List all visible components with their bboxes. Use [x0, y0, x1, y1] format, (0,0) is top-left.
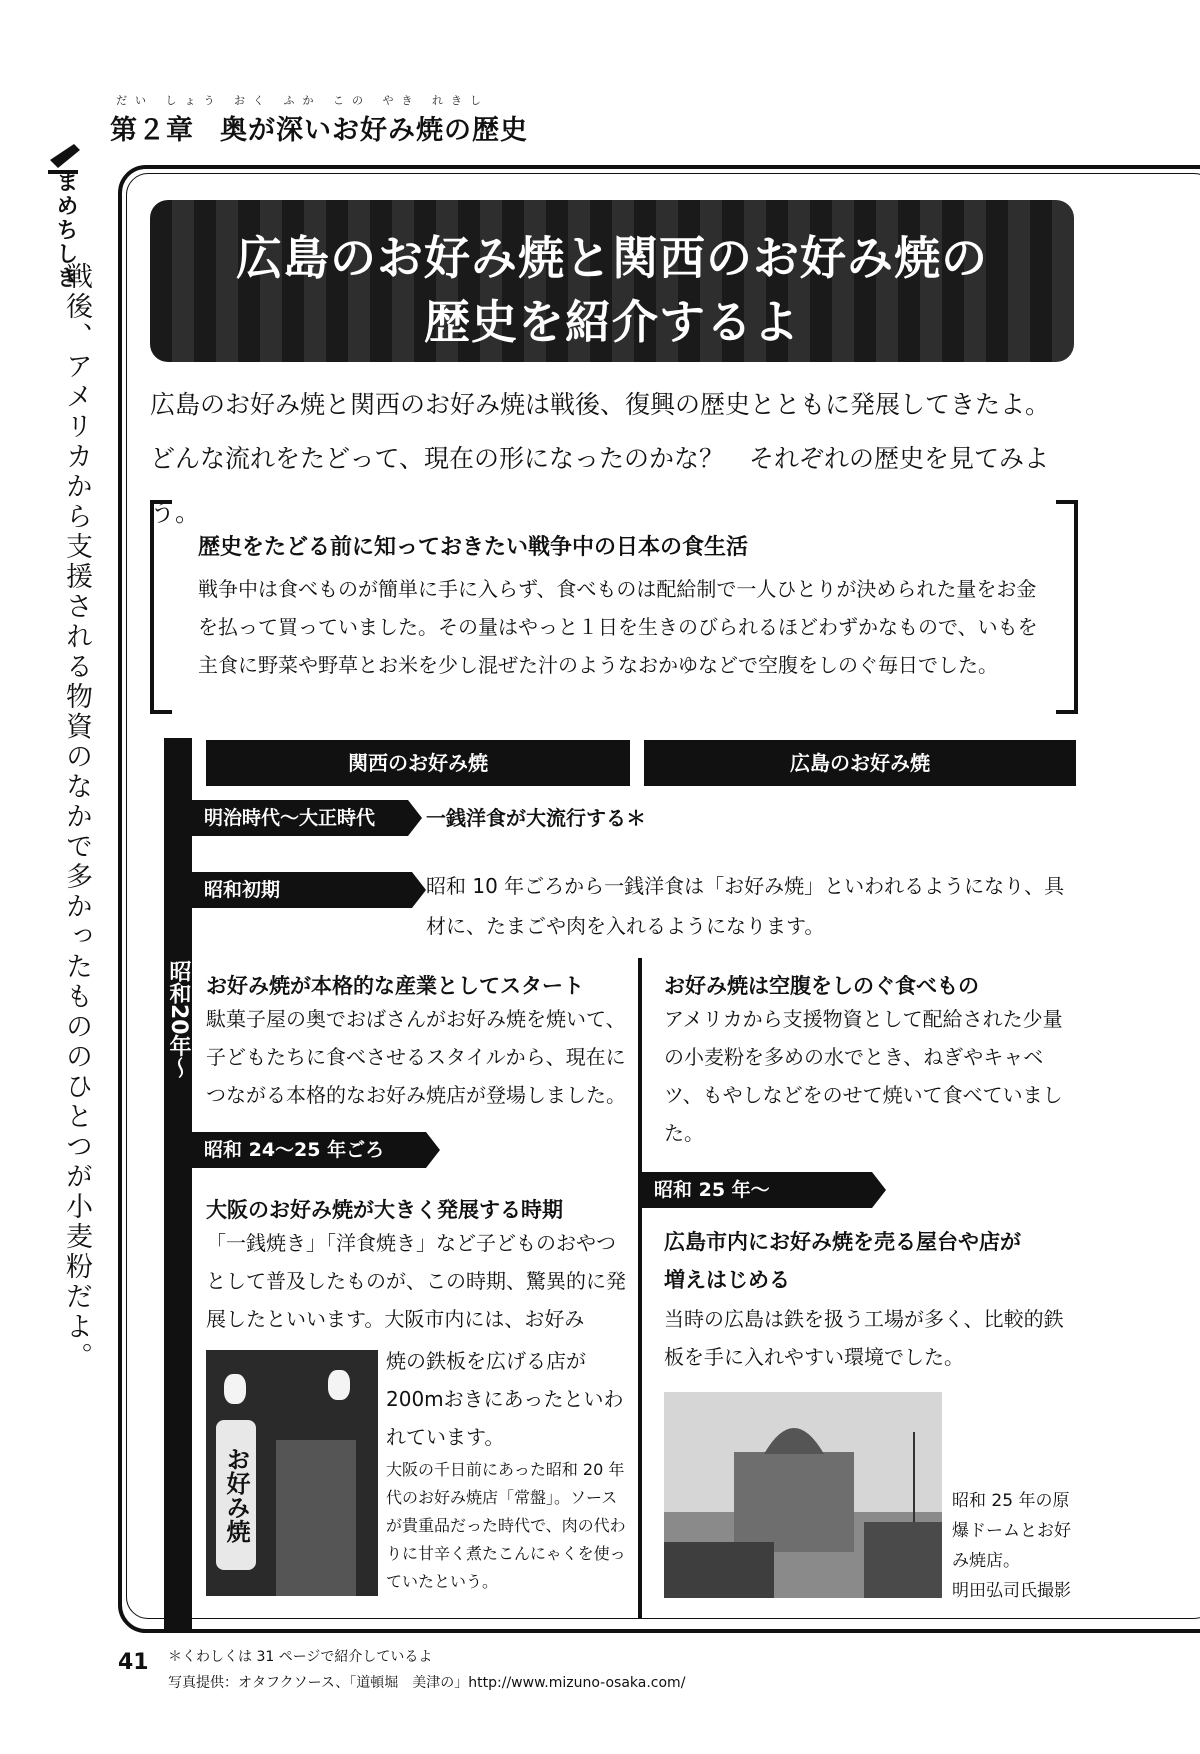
- hiroshima-block-2: [664, 1226, 1074, 1376]
- chapter-heading: [110, 92, 528, 147]
- column-divider: [638, 958, 642, 1618]
- left-bracket: [150, 500, 172, 714]
- hiroshima-block-2-title-line2: 増えはじめる: [664, 1268, 790, 1292]
- era-vertical-bar: [164, 738, 192, 1630]
- hiroshima-photo-caption: [952, 1486, 1072, 1606]
- hiroshima-block-2-title-line1: 広島市内にお好み焼を売る屋台や店が: [664, 1230, 1021, 1254]
- kansai-block-1: [206, 970, 626, 1114]
- banner-title-line2: 歴史を紹介するよ: [424, 295, 800, 349]
- note-body: 戦争中は食べものが簡単に手に入らず、食べものは配給制で一人ひとりが決められた量をお金を払って買っていました。その量はやっと１日を生きのびられるほどわずかなもので、いもを主食に野菜や野草とお米を少し混ぜた汁のようなおかゆなどで空腹をしのぐ毎日でした。: [198, 577, 1038, 677]
- shop-sign: お好み焼: [216, 1420, 256, 1570]
- era-tag-meiji: 明治時代〜大正時代: [192, 800, 408, 836]
- banner-title-line1: 広島のお好み焼と関西のお好み焼の: [236, 231, 988, 285]
- event-meiji: 一銭洋食が大流行する＊: [426, 806, 646, 830]
- lantern-icon: [328, 1370, 350, 1400]
- wartime-note-box: [150, 500, 1078, 708]
- side-trivia-text: 戦後、アメリカから支援される物資のなかで多かったもののひとつが小麦粉だよ。: [61, 262, 92, 1372]
- page-number: 41: [118, 1650, 149, 1675]
- hiroshima-block-2-body: 当時の広島は鉄を扱う工場が多く、比較的鉄板を手に入れやすい環境でした。: [664, 1307, 1064, 1369]
- kansai-photo-caption: 大阪の千日前にあった昭和 20 年代のお好み焼店「常盤」。ソースが貴重品だった時代で、肉の代わりに甘辛く煮たこんにゃくを使っていたという。: [386, 1460, 626, 1591]
- era-tag-showa-25: 昭和 25 年〜: [642, 1172, 872, 1208]
- chapter-number: 第２章: [110, 115, 194, 146]
- atomic-dome-photo: [664, 1392, 942, 1598]
- hiroshima-block-1: [664, 970, 1074, 1152]
- kansai-block-1-body: 駄菓子屋の奥でおばさんがお好み焼を焼いて、子どもたちに食べさせるスタイルから、現在につながる本格的なお好み焼店が登場しました。: [206, 1007, 626, 1107]
- chapter-ruby: だい しょう おく ふか この やき れきし: [116, 94, 489, 107]
- hiroshima-block-1-title: お好み焼は空腹をしのぐ食べもの: [664, 974, 979, 998]
- note-title: 歴史をたどる前に知っておきたい戦争中の日本の食生活: [198, 535, 749, 560]
- photo-credit: 写真提供：オタフクソース、「道頓堀 美津の」http://www.mizuno-osaka.com/: [168, 1675, 686, 1691]
- hiroshima-photo-caption-text: 昭和 25 年の原爆ドームとお好み焼店。: [952, 1491, 1071, 1571]
- era-side-label: 昭和20年〜: [166, 960, 191, 1079]
- hiroshima-block-1-body: アメリカから支援物資として配給された少量の小麦粉を多めの水でとき、ねぎやキャベツ、もやしなどをのせて焼いて食べていました。: [664, 1007, 1063, 1145]
- column-header-hiroshima: 広島のお好み焼: [644, 740, 1076, 786]
- era-tag-showa-early: 昭和初期: [192, 872, 412, 908]
- side-label: まめちしき: [53, 170, 78, 290]
- okonomiyaki-shop-photo: [206, 1350, 378, 1596]
- kansai-block-2-title: 大阪のお好み焼が大きく発展する時期: [206, 1198, 563, 1222]
- intro-line2: どんな流れをたどって、現在の形になったのかな？ それぞれの歴史を見てみよう。: [150, 444, 1050, 527]
- column-header-kansai: 関西のお好み焼: [206, 740, 630, 786]
- hiroshima-photo-credit: 明田弘司氏撮影: [952, 1581, 1071, 1601]
- kansai-block-2-body-wrap: 焼の鉄板を広げる店が200mおきにあったといわれています。: [386, 1349, 624, 1449]
- footnote: ＊くわしくは 31 ページで紹介しているよ: [168, 1649, 433, 1665]
- kansai-block-2: [206, 1194, 626, 1338]
- lantern-icon: [224, 1374, 246, 1404]
- chapter-title: 奥が深いお好み焼の歴史: [220, 115, 528, 146]
- intro-line1: 広島のお好み焼と関西のお好み焼は戦後、復興の歴史とともに発展してきたよ。: [150, 390, 1051, 419]
- event-showa-early: 昭和 10 年ごろから一銭洋食は「お好み焼」といわれるようになり、具材に、たまごや肉を入れるようになります。: [426, 874, 1065, 938]
- era-tag-showa-24: 昭和 24〜25 年ごろ: [192, 1132, 426, 1168]
- title-banner: [150, 200, 1074, 362]
- kansai-block-2-body: 「一銭焼き」「洋食焼き」など子どものおやつとして普及したものが、この時期、驚異的に発展したといいます。大阪市内には、お好み: [206, 1231, 626, 1331]
- shop-entrance: [276, 1440, 356, 1596]
- right-bracket: [1056, 500, 1078, 714]
- kansai-block-1-title: お好み焼が本格的な産業としてスタート: [206, 974, 584, 998]
